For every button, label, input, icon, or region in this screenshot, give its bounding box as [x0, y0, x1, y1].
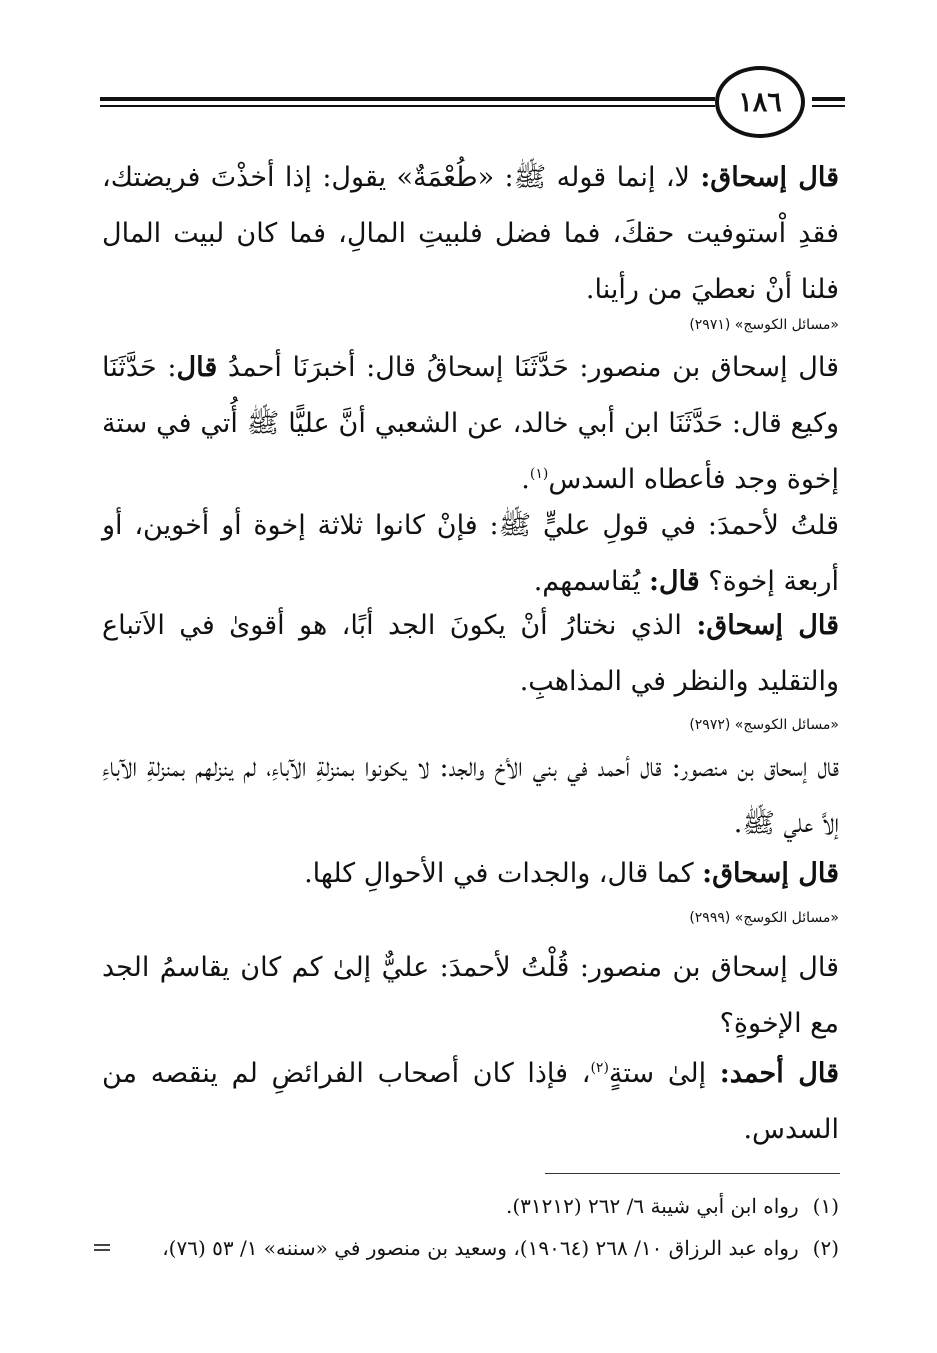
paragraph-1: [102, 150, 839, 318]
paragraph-2: [102, 340, 839, 508]
footnote-text: رواه عبد الرزاق ١٠/ ٢٦٨ (١٩٠٦٤)، وسعيد بن منصور في «سننه» ١/ ٥٣ (٧٦)،: [162, 1236, 799, 1260]
speaker-label: قال إسحاق:: [700, 162, 839, 193]
paragraph-end: .: [521, 464, 530, 495]
footnote-1: [102, 1192, 839, 1220]
paragraph-text: قال إسحاق بن منصور: قُلْتُ لأحمدَ: عليٌّ إلىٰ كم كان يقاسمُ الجد مع الإخوةِ؟: [102, 952, 839, 1039]
paragraph-3: [102, 498, 839, 610]
paragraph-text: يُقاسمهم.: [533, 566, 649, 597]
paragraph-text: الذي نختارُ أنْ يكونَ الجد أبًا، هو أقوىٰ في الاَتباع والتقليد والنظر في المذاهبِ.: [102, 610, 839, 697]
speaker-label: قال أحمد:: [719, 1058, 839, 1089]
footnote-separator: [545, 1173, 840, 1174]
continuation-mark-icon: [94, 1244, 110, 1254]
source-citation: «مسائل الكوسج» (٢٩٩٩): [689, 910, 839, 926]
paragraph-text: لا، إنما قوله ﷺ: «طُعْمَةٌ» يقول: إذا أخذْتَ فريضتك، فقدِ اْستوفيت حقكَ، فما فضل فلبيتِ المالِ، فما كان لبيت المال فلنا أنْ نعطيَ من رأينا.: [102, 162, 839, 305]
paragraph-5: [102, 740, 839, 852]
header-rule-thin-right: [812, 105, 845, 107]
paragraph-text: : حَدَّثَنَا وكيع قال: حَدَّثَنَا ابن أبي خالد، عن الشعبي أنَّ عليًّا ﷺ أُتي في ستة إخوة وجد فأعطاه السدس: [102, 352, 839, 495]
footnote-number: (٢): [812, 1236, 839, 1260]
paragraph-7: [102, 940, 839, 1052]
paragraph-8: [102, 1046, 839, 1158]
paragraph-text: قلتُ لأحمدَ: في قولِ عليٍّ ﷺ: فإنْ كانوا ثلاثة إخوة أو أخوين، أو أربعة إخوة؟: [102, 510, 839, 597]
source-citation: «مسائل الكوسج» (٢٩٧٢): [689, 717, 839, 733]
speaker-label: قال:: [648, 566, 700, 597]
footnote-text: رواه ابن أبي شيبة ٦/ ٢٦٢ (٣١٢١٢).: [505, 1194, 799, 1218]
page-header: [100, 66, 845, 142]
paragraph-text: قال إسحاق بن منصور: قال أحمد في بني الأخ والجد: لا يكونوا بمنزلةِ الآباءِ، لم ينزلهم بمنزلةِ الآباءِ إلاَّ علي ﷺ.: [102, 752, 839, 839]
header-rule-thick-right: [812, 97, 845, 101]
paragraph-text: قال إسحاق بن منصور: حَدَّثَنَا إسحاقُ قال: أخبرَنَا أحمدُ: [217, 352, 839, 383]
paragraph-4: [102, 598, 839, 710]
paragraph-text: كما قال، والجدات في الأحوالِ كلها.: [304, 858, 703, 889]
footnote-number: (١): [812, 1194, 839, 1218]
paragraph-text: ، فإذا كان أصحاب الفرائضِ لم ينقصه من السدس.: [102, 1058, 839, 1145]
paragraph-text: إلىٰ ستةٍ: [608, 1058, 720, 1089]
page-number: ١٨٦: [715, 66, 805, 138]
paragraph-6: [102, 846, 839, 902]
header-rule-thick: [100, 97, 715, 101]
speaker-label: قال: [176, 352, 218, 383]
footnote-ref[interactable]: (١): [529, 466, 549, 482]
footnote-2: [102, 1234, 839, 1262]
speaker-label: قال إسحاق:: [696, 610, 839, 641]
header-rule-thin: [100, 105, 715, 107]
footnote-ref[interactable]: (٢): [590, 1060, 609, 1076]
source-citation: «مسائل الكوسج» (٢٩٧١): [689, 317, 839, 333]
speaker-label: قال إسحاق:: [702, 858, 839, 889]
